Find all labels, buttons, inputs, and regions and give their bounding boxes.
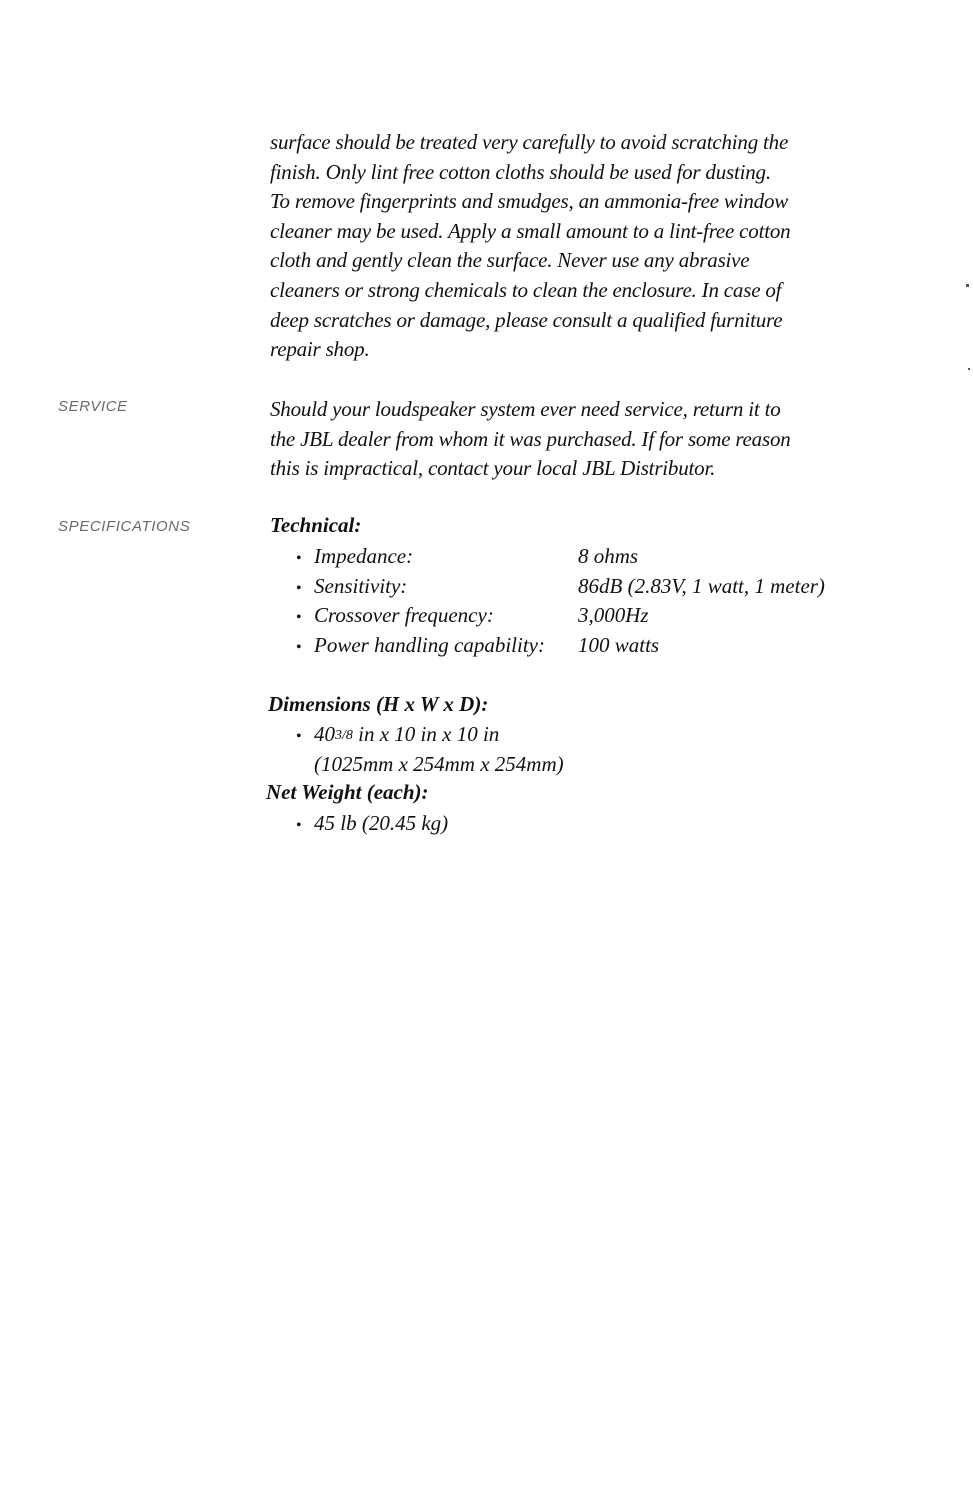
weight-row bbox=[296, 811, 448, 836]
bullet-icon: • bbox=[296, 728, 302, 745]
dimensions-imperial bbox=[296, 722, 499, 747]
spec-value: 8 ohms bbox=[578, 544, 639, 568]
spec-label: Power handling capability: bbox=[314, 633, 545, 657]
spec-value: 3,000Hz bbox=[578, 603, 649, 627]
bullet-icon: • bbox=[296, 817, 302, 834]
care-line: deep scratches or damage, please consult a qualified furniture bbox=[270, 307, 783, 332]
care-line: repair shop. bbox=[270, 337, 370, 362]
service-heading: SERVICE bbox=[58, 398, 128, 415]
dimensions-fraction: 3/8 bbox=[335, 728, 353, 743]
specifications-heading: SPECIFICATIONS bbox=[58, 518, 191, 535]
care-line: cloth and gently clean the surface. Never use any abrasive bbox=[270, 248, 750, 273]
care-line: surface should be treated very carefully to avoid scratching the bbox=[270, 130, 789, 154]
scan-mark bbox=[968, 368, 970, 370]
service-line: Should your loudspeaker system ever need service, return it to bbox=[270, 397, 781, 421]
spec-row-crossover bbox=[296, 603, 649, 628]
care-line: cleaner may be used. Apply a small amount to a lint-free cotton bbox=[270, 218, 791, 243]
dimensions-metric: (1025mm x 254mm x 254mm) bbox=[314, 752, 564, 776]
spec-label: Crossover frequency: bbox=[314, 603, 494, 627]
dimensions-heading: Dimensions (H x W x D): bbox=[268, 692, 489, 716]
spec-row-impedance bbox=[296, 544, 639, 569]
bullet-icon: • bbox=[296, 609, 302, 626]
scan-mark bbox=[966, 284, 969, 287]
dimensions-rest: in x 10 in x 10 in bbox=[352, 722, 500, 746]
care-line: cleaners or strong chemicals to clean the enclosure. In case of bbox=[270, 277, 782, 302]
spec-value: 86dB (2.83V, 1 watt, 1 meter) bbox=[578, 574, 825, 598]
spec-label: Sensitivity: bbox=[314, 574, 408, 598]
care-paragraph bbox=[270, 128, 870, 365]
spec-value: 100 watts bbox=[578, 633, 660, 657]
spec-row-power bbox=[296, 633, 660, 658]
bullet-icon: • bbox=[296, 639, 302, 656]
spec-row-sensitivity bbox=[296, 574, 825, 599]
dimensions-whole: 40 bbox=[314, 722, 335, 746]
care-line: finish. Only lint free cotton cloths should be used for dusting. bbox=[270, 159, 771, 184]
weight-heading: Net Weight (each): bbox=[266, 780, 429, 804]
service-line: the JBL dealer from whom it was purchased. If for some reason bbox=[270, 426, 791, 451]
bullet-icon: • bbox=[296, 550, 302, 567]
weight-value: 45 lb (20.45 kg) bbox=[314, 811, 449, 835]
service-paragraph bbox=[270, 395, 870, 484]
spec-label: Impedance: bbox=[314, 544, 414, 568]
care-line: To remove fingerprints and smudges, an ammonia-free window bbox=[270, 189, 789, 214]
bullet-icon: • bbox=[296, 580, 302, 597]
service-line: this is impractical, contact your local JBL Distributor. bbox=[270, 456, 716, 481]
technical-heading: Technical: bbox=[270, 513, 362, 537]
